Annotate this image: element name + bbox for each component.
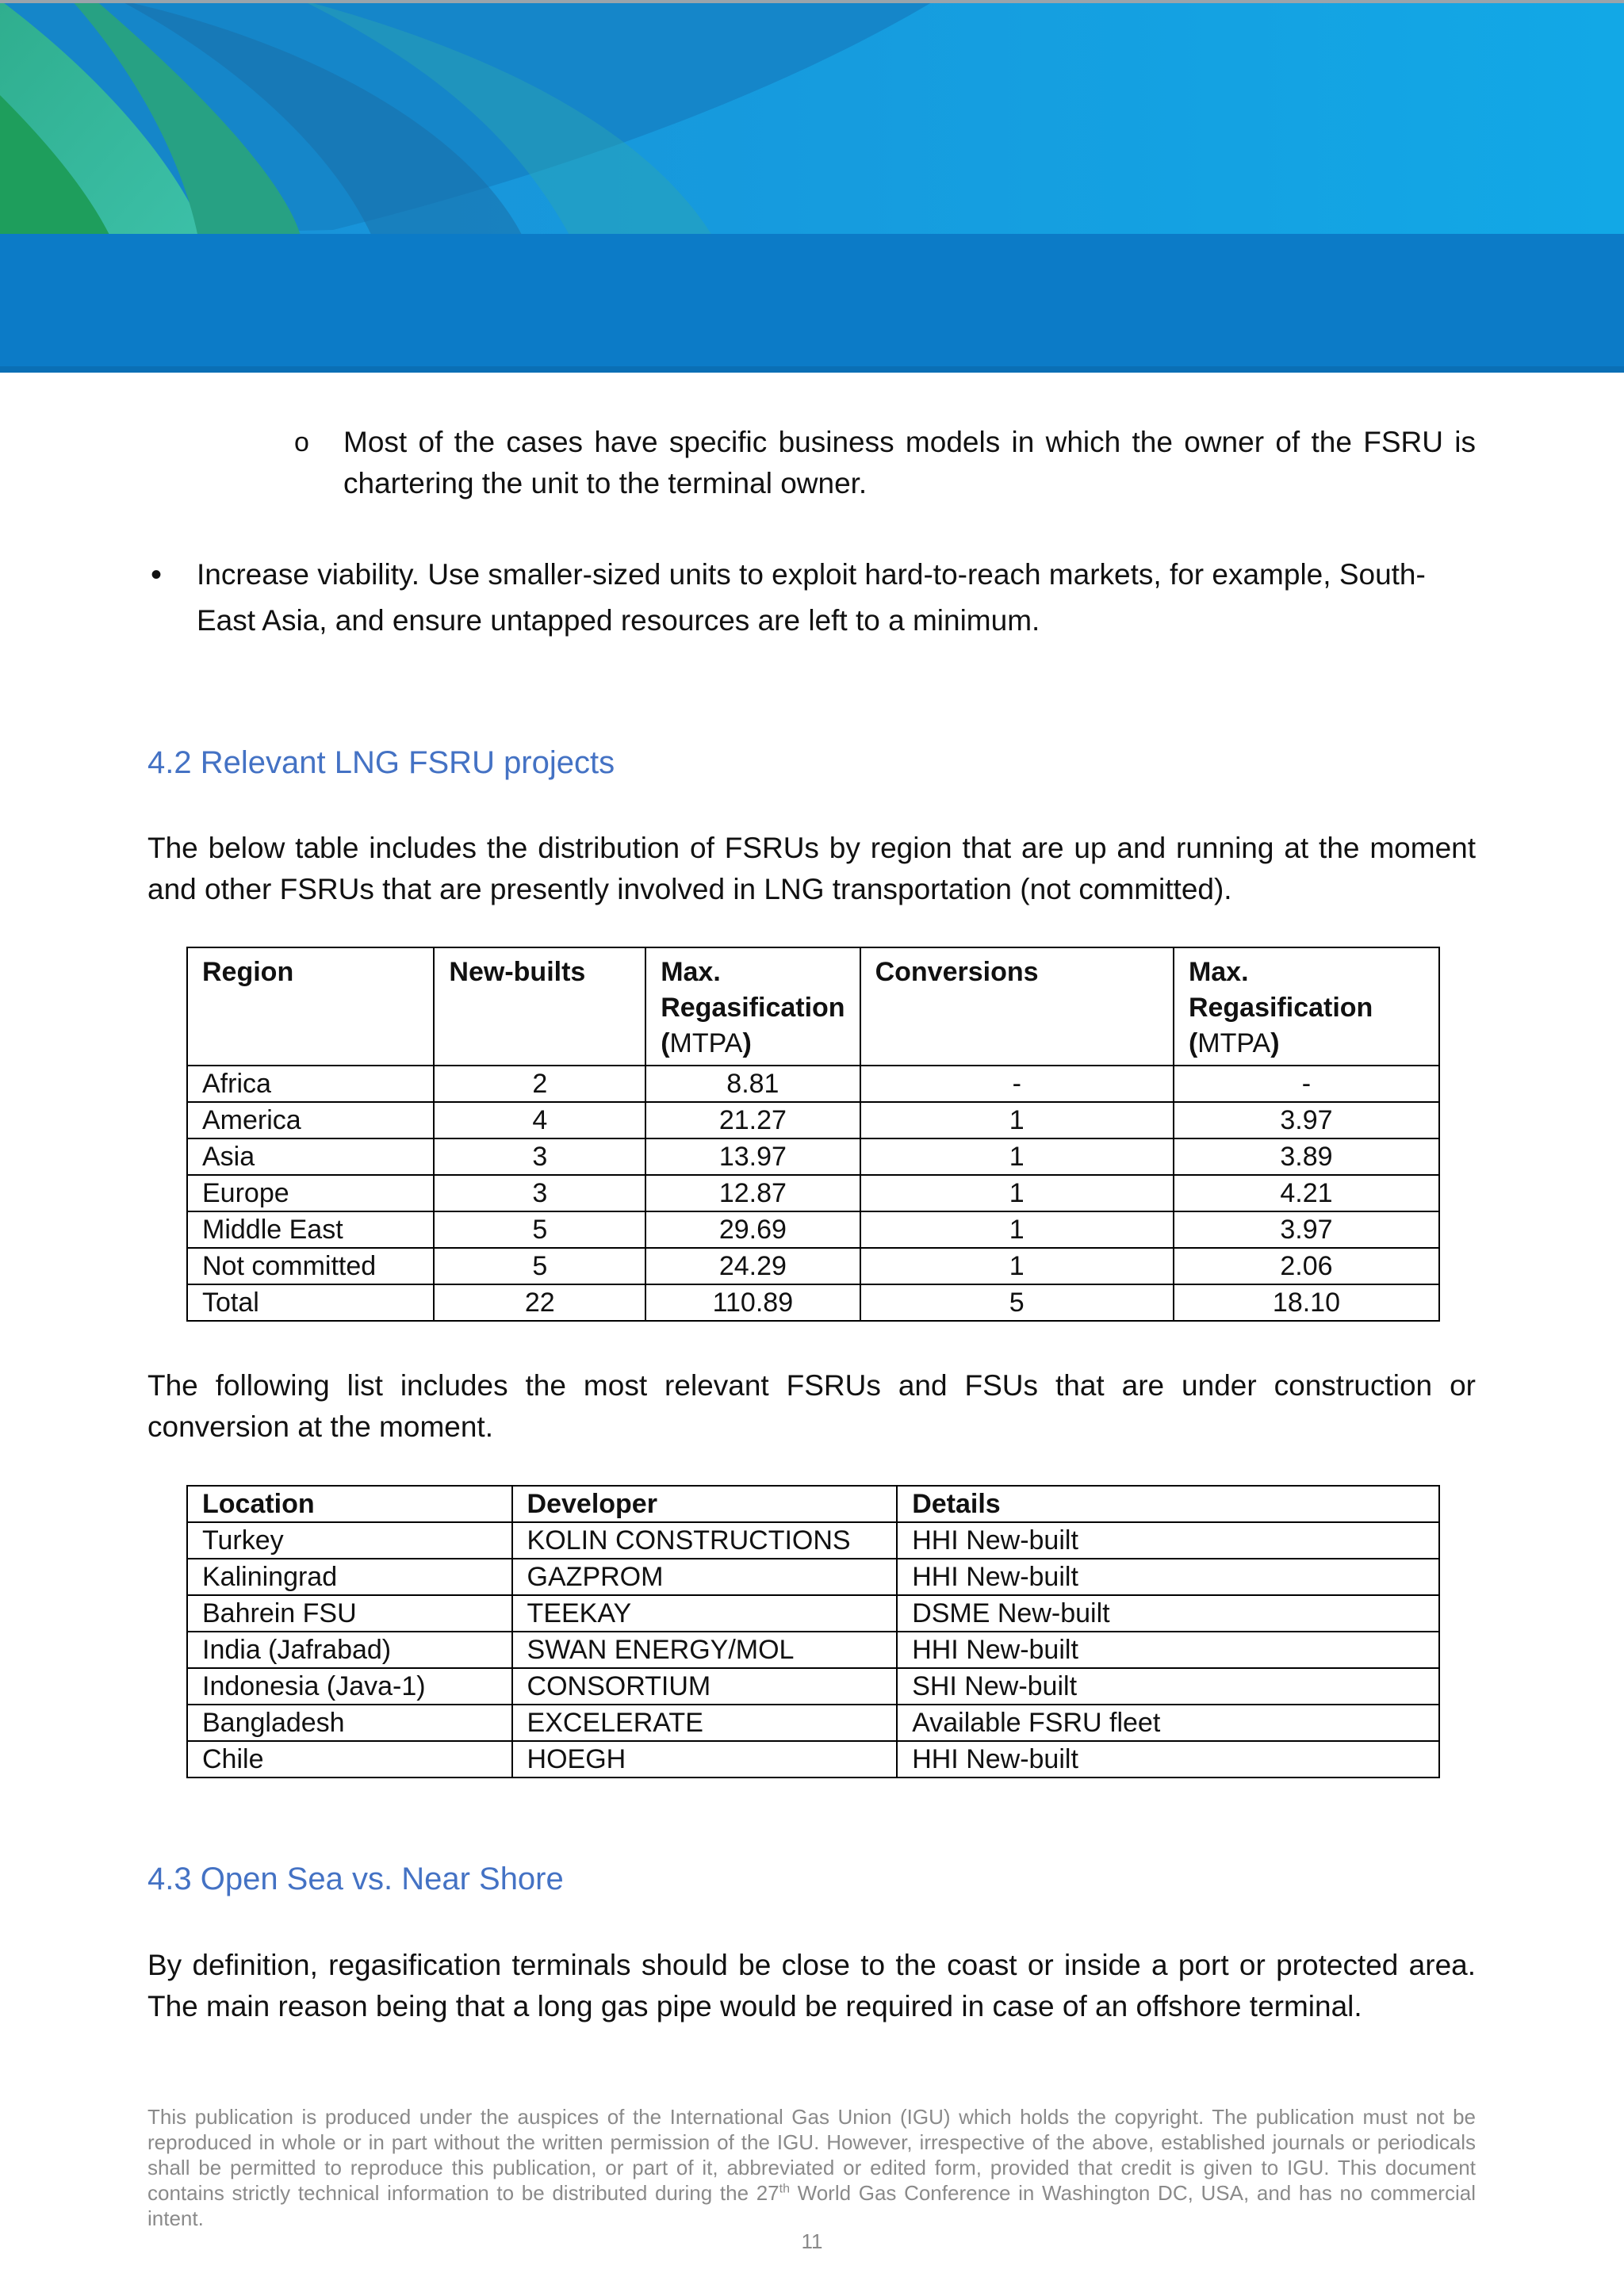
- cell-regas-conv: 4.21: [1174, 1175, 1439, 1211]
- footer-text-part1: This publication is produced under the auspices of the International Gas Union (IGU) which holds the copyright. The publication must not be reproduced in whole or in part without the written permission of the IGU. However, irrespective of the above, established journals or periodicals shall be permitted to reproduce this publication, or part of it, abbreviated or edited form, provided that credit is given to IGU. This document contains strictly technical information to be distributed during the 27: [147, 2105, 1476, 2205]
- cell-location: Bangladesh: [187, 1705, 512, 1741]
- cell-location: Kaliningrad: [187, 1559, 512, 1595]
- cell-new-builts: 2: [434, 1066, 645, 1102]
- cell-conversions: 1: [860, 1248, 1174, 1284]
- header-regas-b: Regasification: [1188, 993, 1373, 1023]
- cell-new-builts: 3: [434, 1138, 645, 1175]
- table-row: [187, 1248, 1439, 1284]
- table-row: [187, 1066, 1439, 1102]
- header-paren-open-b: (: [1188, 1028, 1198, 1058]
- project-table-header: [187, 1486, 1439, 1522]
- cell-details: HHI New-built: [897, 1522, 1439, 1559]
- list-intro: The following list includes the most relevant FSRUs and FSUs that are under construction or conversion at the moment.: [147, 1369, 1476, 1443]
- header-developer: Developer: [512, 1486, 898, 1522]
- cell-regas-new: 24.29: [645, 1248, 860, 1284]
- cell-details: SHI New-built: [897, 1668, 1439, 1705]
- cell-region: Not committed: [187, 1248, 434, 1284]
- header-paren-open-a: (: [661, 1028, 670, 1058]
- header-region: Region: [187, 947, 434, 1066]
- table-row: [187, 1175, 1439, 1211]
- cell-conversions: 1: [860, 1102, 1174, 1138]
- cell-conversions: -: [860, 1066, 1174, 1102]
- sub-bullet-marker: o: [294, 427, 309, 457]
- cell-region: America: [187, 1102, 434, 1138]
- header-max-regas-new: [645, 947, 860, 1066]
- table-row: [187, 1211, 1439, 1248]
- header-unit-a: MTPA: [669, 1028, 743, 1058]
- section-4-2-intro: The below table includes the distribution of FSRUs by region that are up and running at the moment and other FSRUs that are presently involved in LNG transportation (not committed).: [147, 832, 1476, 905]
- banner-graphic: [0, 0, 1624, 373]
- page-number: 11: [801, 2229, 823, 2253]
- cell-regas-conv: 3.97: [1174, 1211, 1439, 1248]
- table-row: [187, 1741, 1439, 1777]
- region-table: [186, 947, 1440, 1322]
- header-new-builts: New-builts: [434, 947, 645, 1066]
- header-max-a: Max.: [661, 957, 721, 987]
- cell-details: Available FSRU fleet: [897, 1705, 1439, 1741]
- table-row: [187, 1632, 1439, 1668]
- sub-bullet-text: Most of the cases have specific business models in which the owner of the FSRU is chartering the unit to the terminal owner.: [343, 426, 1476, 499]
- cell-regas-conv: -: [1174, 1066, 1439, 1102]
- cell-conversions: 1: [860, 1175, 1174, 1211]
- cell-region: Total: [187, 1284, 434, 1321]
- section-4-3-text: By definition, regasification terminals should be close to the coast or inside a port or protected area. The main reason being that a long gas pipe would be required in case of an offshore terminal.: [147, 1949, 1476, 2022]
- section-heading-4-3: 4.3 Open Sea vs. Near Shore: [147, 1862, 564, 1896]
- project-table: [186, 1485, 1440, 1778]
- header-banner: [0, 0, 1624, 373]
- cell-new-builts: 5: [434, 1211, 645, 1248]
- header-paren-close-a: ): [742, 1028, 752, 1058]
- cell-conversions: 5: [860, 1284, 1174, 1321]
- cell-region: Europe: [187, 1175, 434, 1211]
- cell-developer: EXCELERATE: [512, 1705, 898, 1741]
- cell-conversions: 1: [860, 1211, 1174, 1248]
- table-row: [187, 1102, 1439, 1138]
- cell-developer: HOEGH: [512, 1741, 898, 1777]
- cell-new-builts: 22: [434, 1284, 645, 1321]
- table-row: [187, 1138, 1439, 1175]
- cell-new-builts: 4: [434, 1102, 645, 1138]
- cell-conversions: 1: [860, 1138, 1174, 1175]
- cell-developer: CONSORTIUM: [512, 1668, 898, 1705]
- cell-regas-conv: 3.89: [1174, 1138, 1439, 1175]
- cell-details: HHI New-built: [897, 1741, 1439, 1777]
- cell-regas-new: 29.69: [645, 1211, 860, 1248]
- cell-new-builts: 3: [434, 1175, 645, 1211]
- cell-regas-new: 110.89: [645, 1284, 860, 1321]
- header-max-regas-conv: [1174, 947, 1439, 1066]
- cell-location: Chile: [187, 1741, 512, 1777]
- cell-regas-new: 21.27: [645, 1102, 860, 1138]
- copyright-footer: [147, 2104, 1476, 2231]
- cell-details: DSME New-built: [897, 1595, 1439, 1632]
- header-paren-close-b: ): [1270, 1028, 1280, 1058]
- table-row: [187, 1705, 1439, 1741]
- cell-developer: TEEKAY: [512, 1595, 898, 1632]
- cell-regas-conv: 18.10: [1174, 1284, 1439, 1321]
- footer-superscript: th: [779, 2182, 790, 2196]
- cell-location: Indonesia (Java-1): [187, 1668, 512, 1705]
- table-row: [187, 1559, 1439, 1595]
- header-regas-a: Regasification: [661, 993, 845, 1023]
- section-heading-4-2: 4.2 Relevant LNG FSRU projects: [147, 745, 615, 780]
- cell-region: Africa: [187, 1066, 434, 1102]
- bullet-item: [151, 552, 1476, 644]
- cell-location: Turkey: [187, 1522, 512, 1559]
- header-max-b: Max.: [1188, 957, 1249, 987]
- bullet-text: Increase viability. Use smaller-sized units to exploit hard-to-reach markets, for example, South-East Asia, and ensure untapped resources are left to a minimum.: [197, 558, 1426, 637]
- header-unit-b: MTPA: [1197, 1028, 1271, 1058]
- header-location: Location: [187, 1486, 512, 1522]
- cell-regas-new: 12.87: [645, 1175, 860, 1211]
- cell-regas-new: 13.97: [645, 1138, 860, 1175]
- cell-regas-conv: 2.06: [1174, 1248, 1439, 1284]
- cell-details: HHI New-built: [897, 1559, 1439, 1595]
- cell-region: Asia: [187, 1138, 434, 1175]
- cell-regas-new: 8.81: [645, 1066, 860, 1102]
- table-row: [187, 1522, 1439, 1559]
- cell-location: India (Jafrabad): [187, 1632, 512, 1668]
- table-row: [187, 1595, 1439, 1632]
- cell-developer: KOLIN CONSTRUCTIONS: [512, 1522, 898, 1559]
- cell-regas-conv: 3.97: [1174, 1102, 1439, 1138]
- cell-details: HHI New-built: [897, 1632, 1439, 1668]
- cell-region: Middle East: [187, 1211, 434, 1248]
- cell-developer: GAZPROM: [512, 1559, 898, 1595]
- cell-location: Bahrein FSU: [187, 1595, 512, 1632]
- header-details: Details: [897, 1486, 1439, 1522]
- cell-new-builts: 5: [434, 1248, 645, 1284]
- header-conversions: Conversions: [860, 947, 1174, 1066]
- region-table-header: [187, 947, 1439, 1066]
- table-row-total: [187, 1284, 1439, 1321]
- footer-text-part2: World Gas Conference in Washington DC, USA, and has no commercial intent.: [147, 2181, 1476, 2230]
- table-row: [187, 1668, 1439, 1705]
- cell-developer: SWAN ENERGY/MOL: [512, 1632, 898, 1668]
- sub-bullet-item: [294, 422, 1476, 504]
- bullet-marker: •: [151, 557, 163, 592]
